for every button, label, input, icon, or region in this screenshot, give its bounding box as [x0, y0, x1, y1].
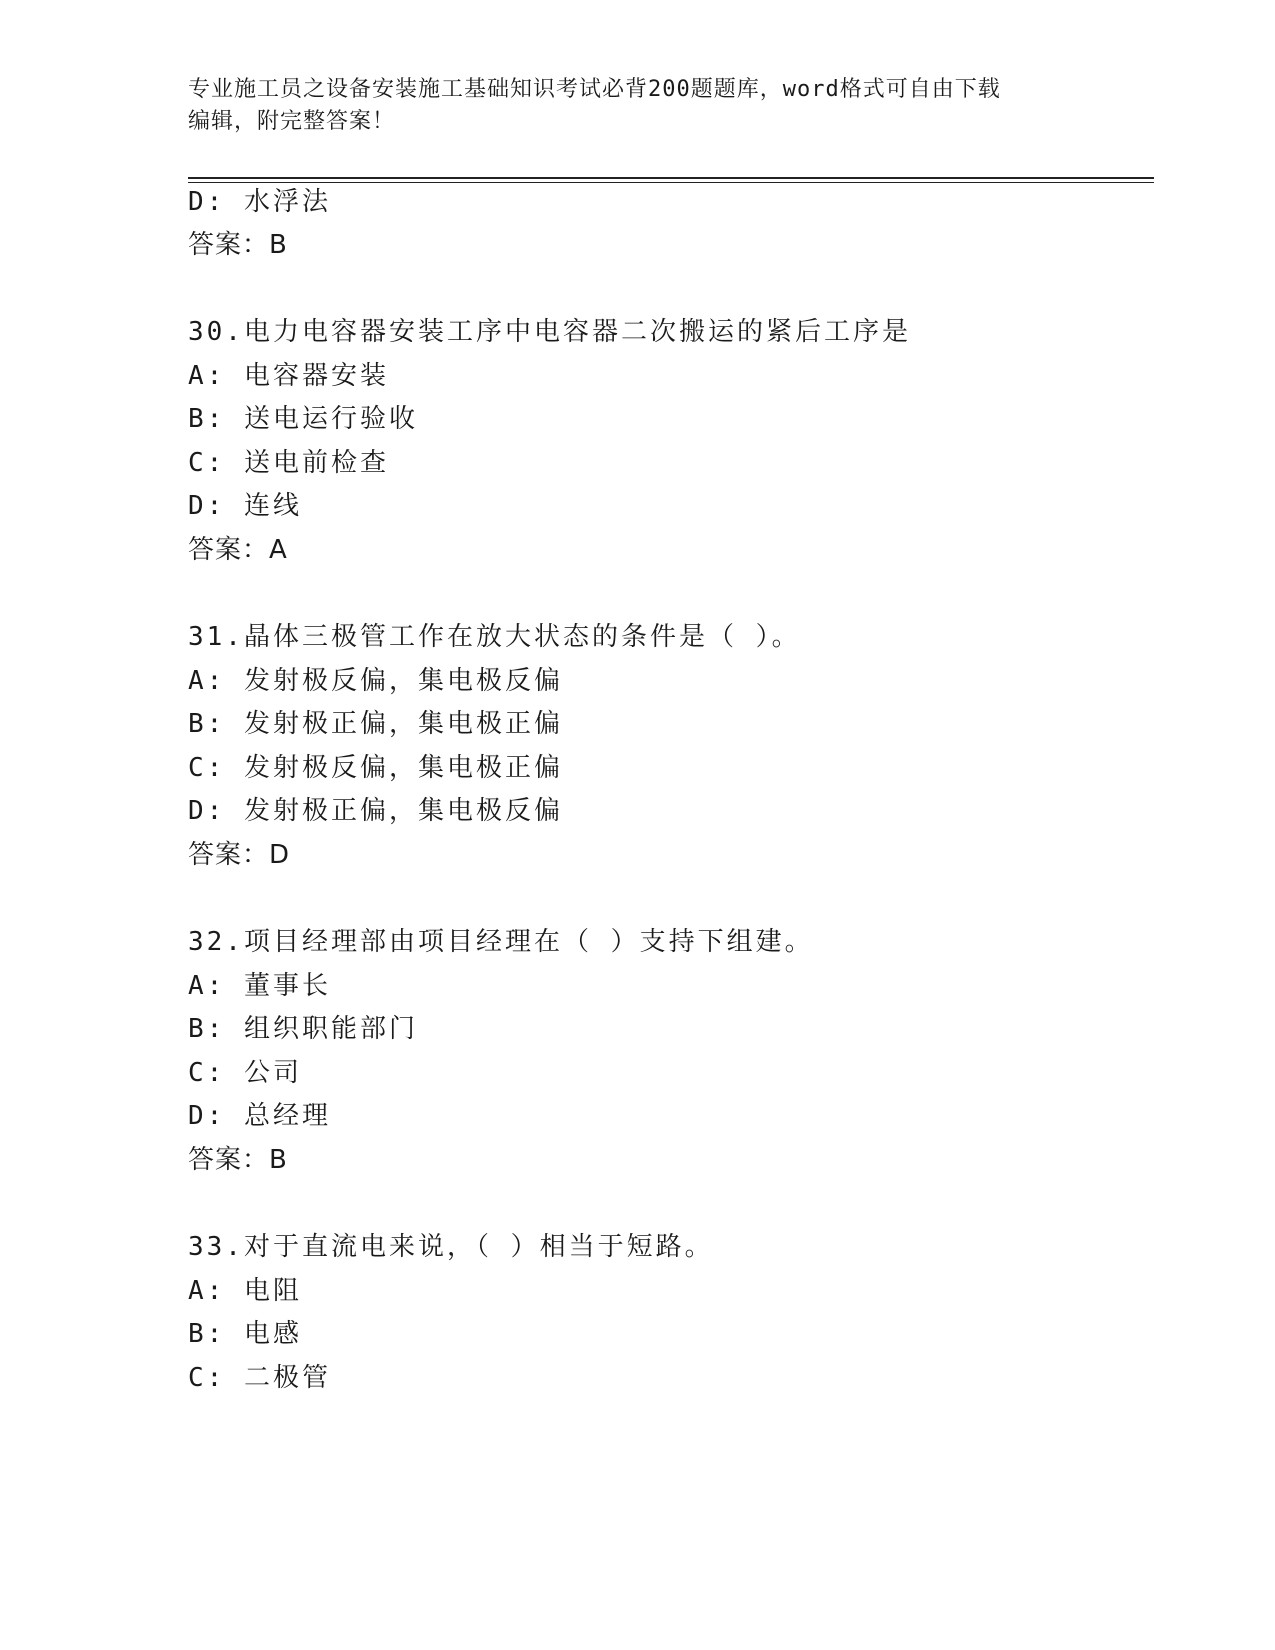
header-title-line-2: 编辑，附完整答案！	[188, 109, 396, 134]
q33-option-c: C: 二极管	[188, 1363, 331, 1393]
q31-option-d: D: 发射极正偏，集电极反偏	[188, 796, 563, 826]
q33-option-a: A: 电阻	[188, 1276, 302, 1306]
q30-option-d: D: 连线	[188, 491, 302, 521]
q32-option-a: A: 董事长	[188, 971, 331, 1001]
q31-option-a: A: 发射极反偏，集电极反偏	[188, 666, 563, 696]
q29-answer: 答案：B	[188, 230, 288, 260]
q33-question: 33.对于直流电来说，（ ）相当于短路。	[188, 1232, 714, 1262]
q30-question: 30.电力电容器安装工序中电容器二次搬运的紧后工序是	[188, 317, 911, 347]
q32-answer: 答案：B	[188, 1145, 288, 1175]
header-title-line-1: 专业施工员之设备安装施工基础知识考试必背200题题库，word格式可自由下载	[188, 77, 1001, 102]
q30-option-a: A: 电容器安装	[188, 361, 389, 391]
q31-option-c: C: 发射极反偏，集电极正偏	[188, 753, 563, 783]
q31-option-b: B: 发射极正偏，集电极正偏	[188, 709, 563, 739]
q29-option-d: D: 水浮法	[188, 187, 331, 217]
document-header	[188, 74, 1068, 138]
q32-option-c: C: 公司	[188, 1058, 302, 1088]
q33-option-b: B: 电感	[188, 1319, 302, 1349]
q31-question: 31.晶体三极管工作在放大状态的条件是（ ）。	[188, 622, 801, 652]
q30-option-b: B: 送电运行验收	[188, 404, 418, 434]
q32-option-d: D: 总经理	[188, 1101, 331, 1131]
q32-question: 32.项目经理部由项目经理在（ ）支持下组建。	[188, 927, 814, 957]
q30-option-c: C: 送电前检查	[188, 448, 389, 478]
header-divider-thin	[188, 182, 1154, 183]
header-divider-thick	[188, 177, 1154, 179]
q30-answer: 答案：A	[188, 535, 288, 565]
q32-option-b: B: 组织职能部门	[188, 1014, 418, 1044]
q31-answer: 答案：D	[188, 840, 291, 870]
